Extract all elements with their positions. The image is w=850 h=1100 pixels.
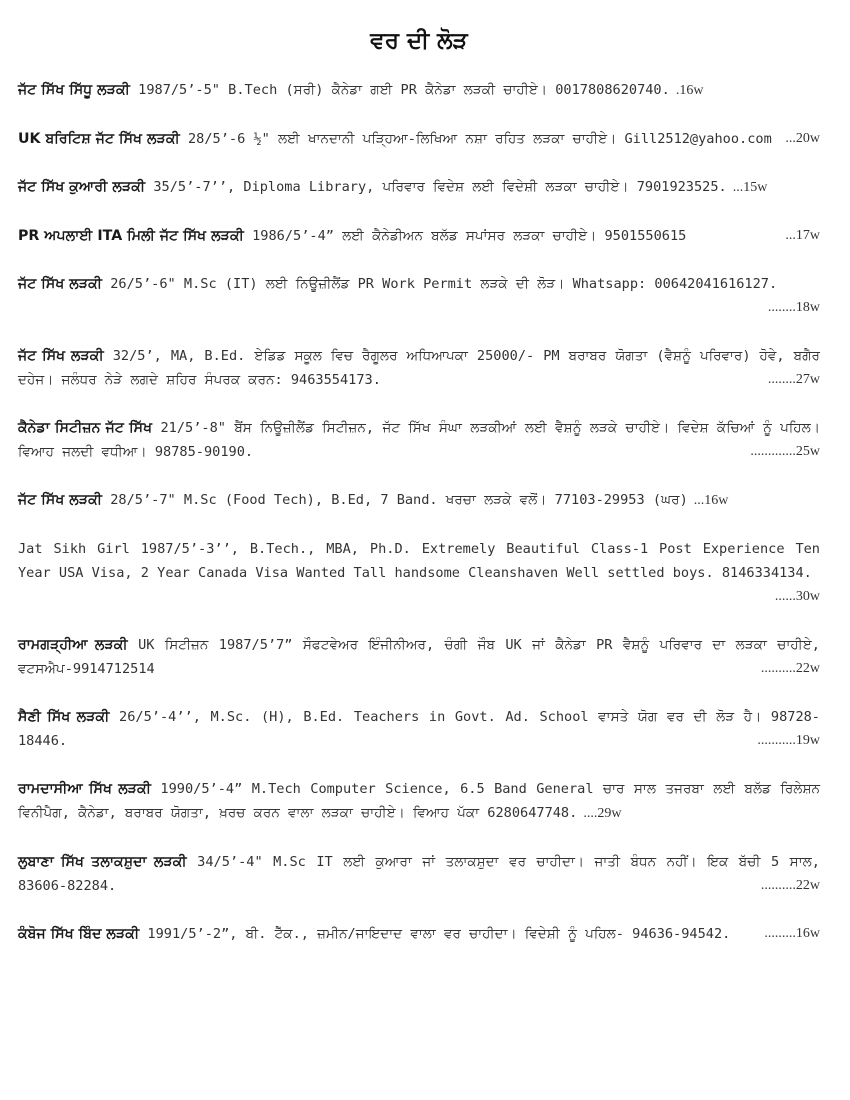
ad-body: Jat Sikh Girl 1987/5’-3’’, B.Tech., MBA, Ph.D. Extremely Beautiful Class-1 Post Experience Ten Year USA Visa, 2 Year Canada Visa Wanted Tall handsome Cleanshaven Well settled boys. 8146334134. xyxy=(18,541,820,581)
ad-lead: ਜੱਟ ਸਿੱਖ ਕੁਆਰੀ ਲੜਕੀ xyxy=(18,179,146,195)
ad-code: ...20w xyxy=(785,131,820,146)
ad-item xyxy=(18,127,820,151)
ad-code: .............25w xyxy=(750,444,820,459)
ad-lead: ਜੱਟ ਸਿੱਖ ਲੜਕੀ xyxy=(18,492,103,508)
ad-body: 1991/5’-2”, ਬੀ. ਟੈੱਕ., ਜ਼ਮੀਨ/ਜਾਇਦਾਦ ਵਾਲਾ ਵਰ ਚਾਹੀਦਾ। ਵਿਦੇਸ਼ੀ ਨੂੰ ਪਹਿਲ- 94636-94542. xyxy=(139,926,731,942)
ad-code: ...16w xyxy=(693,493,729,508)
ad-body: 28/5’-6 ½" ਲਈ ਖਾਨਦਾਨੀ ਪੜ੍ਹਿਆ-ਲਿਖਿਆ ਨਸ਼ਾ ਰਹਿਤ ਲੜਕਾ ਚਾਹੀਏ। Gill2512@yahoo.com xyxy=(179,131,772,147)
ad-body: 28/5’-7" M.Sc (Food Tech), B.Ed, 7 Band. ਖਰਚਾ ਲੜਕੇ ਵਲੋਂ। 77103-29953 (ਘਰ) xyxy=(102,492,688,508)
ad-item xyxy=(18,922,820,946)
ad-code: ...........19w xyxy=(757,733,820,748)
ad-body: UK ਸਿਟੀਜ਼ਨ 1987/5’7” ਸੌਫਟਵੇਅਰ ਇੰਜੀਨੀਅਰ, ਚੰਗੀ ਜੌਬ UK ਜਾਂ ਕੈਨੇਡਾ PR ਵੈਸ਼ਨੂੰ ਪਰਿਵਾਰ ਦਾ ਲੜਕਾ ਚਾਹੀਏ, ਵਟਸਐਪ-9914712514 xyxy=(18,637,820,677)
ad-lead: UK ਬਰਿਟਿਸ਼ ਜੱਟ ਸਿੱਖ ਲੜਕੀ xyxy=(18,131,180,147)
ad-code: ..........22w xyxy=(760,878,820,893)
ad-code: .16w xyxy=(675,83,704,98)
ad-lead: ਜੱਟ ਸਿੱਖ ਸਿੱਧੂ ਲੜਕੀ xyxy=(18,82,130,98)
ad-lead: ਸੈਣੀ ਸਿੱਖ ਲੜਕੀ xyxy=(18,709,110,725)
ad-item xyxy=(18,224,820,248)
ad-lead: ਕੈਨੇਡਾ ਸਿਟੀਜ਼ਨ ਜੱਟ ਸਿੱਖ xyxy=(18,420,153,436)
ad-item xyxy=(18,705,820,753)
ad-code: ...15w xyxy=(732,180,768,195)
ad-lead: ਰਾਮਦਾਸੀਆ ਸਿੱਖ ਲੜਕੀ xyxy=(18,781,151,797)
ad-body: 34/5’-4" M.Sc IT ਲਈ ਕੁਆਰਾ ਜਾਂ ਤਲਾਕਸ਼ੁਦਾ ਵਰ ਚਾਹੀਦਾ। ਜਾਤੀ ਬੰਧਨ ਨਹੀਂ। ਇਕ ਬੱਚੀ 5 ਸਾਲ, 83606-82284. xyxy=(18,854,820,894)
ad-item xyxy=(18,488,820,513)
ad-code: .........16w xyxy=(764,926,820,941)
ad-lead: ਜੱਟ ਸਿੱਖ ਲੜਕੀ xyxy=(18,276,103,292)
ad-item xyxy=(18,777,820,826)
ad-item xyxy=(18,537,820,609)
ad-lead: ਲੁਬਾਣਾ ਸਿੱਖ ਤਲਾਕਸ਼ੁਦਾ ਲੜਕੀ xyxy=(18,854,187,870)
ad-item xyxy=(18,633,820,681)
page-title: ਵਰ ਦੀ ਲੋੜ xyxy=(370,28,468,54)
ad-code: ....29w xyxy=(583,806,622,821)
matrimonial-ads-list xyxy=(18,78,820,946)
ad-lead: ਰਾਮਗੜ੍ਹੀਆ ਲੜਕੀ xyxy=(18,637,128,653)
ad-lead: ਕੰਬੋਜ ਸਿੱਖ ਬਿੰਦ ਲੜਕੀ xyxy=(18,926,140,942)
ad-body: 21/5’-8" ਬੈਂਸ ਨਿਊਜ਼ੀਲੈਂਡ ਸਿਟੀਜ਼ਨ, ਜੱਟ ਸਿੱਖ ਸੰਘਾ ਲੜਕੀਆਂ ਲਈ ਵੈਸ਼ਨੂੰ ਲੜਕੇ ਚਾਹੀਏ। ਵਿਦੇਸ਼ ਕੱਚਿਆਂ ਨੂੰ ਪਹਿਲ। ਵਿਆਹ ਜਲਦੀ ਵਧੀਆ। 98785-90190. xyxy=(18,420,821,460)
ad-body: 1986/5’-4” ਲਈ ਕੈਨੇਡੀਅਨ ਬਲੱਡ ਸਪਾਂਸਰ ਲੜਕਾ ਚਾਹੀਏ। 9501550615 xyxy=(243,228,687,244)
ad-body: 35/5’-7’’, Diploma Library, ਪਰਿਵਾਰ ਵਿਦੇਸ਼ ਲਈ ਵਿਦੇਸ਼ੀ ਲੜਕਾ ਚਾਹੀਏ। 7901923525. xyxy=(145,179,727,195)
ad-body: 32/5’, MA, B.Ed. ਏਡਿਡ ਸਕੂਲ ਵਿਚ ਰੈਗੂਲਰ ਅਧਿਆਪਕਾ 25000/- PM ਬਰਾਬਰ ਯੋਗਤਾ (ਵੈਸ਼ਨੂੰ ਪਰਿਵਾਰ) ਹੋਵੇ, ਬਗੈਰ ਦਹੇਜ। ਜਲੰਧਰ ਨੇੜੇ ਲਗਦੇ ਸ਼ਹਿਰ ਸੰਪਰਕ ਕਰਨ: 9463554173. xyxy=(18,348,820,388)
ad-code: ........18w xyxy=(767,300,820,315)
ad-lead: ਜੱਟ ਸਿੱਖ ਲੜਕੀ xyxy=(18,348,104,364)
ad-body: 1990/5’-4” M.Tech Computer Science, 6.5 Band General ਚਾਰ ਸਾਲ ਤਜਰਬਾ ਲਈ ਬਲੱਡ ਰਿਲੇਸ਼ਨ ਵਿਨੀਪੈਗ, ਕੈਨੇਡਾ, ਬਰਾਬਰ ਯੋਗਤਾ, ਖ਼ਰਚ ਕਰਨ ਵਾਲਾ ਲੜਕਾ ਚਾਹੀਏ। ਵਿਆਹ ਪੱਕਾ 6280647748. xyxy=(18,781,820,821)
ad-item xyxy=(18,272,820,320)
ad-code: ......30w xyxy=(774,589,820,604)
ad-body: 26/5’-4’’, M.Sc. (H), B.Ed. Teachers in Govt. Ad. School ਵਾਸਤੇ ਯੋਗ ਵਰ ਦੀ ਲੋੜ ਹੈ। 98728-18446. xyxy=(18,709,820,749)
ad-code: ...17w xyxy=(785,228,820,243)
ad-lead: PR ਅਪਲਾਈ ITA ਮਿਲੀ ਜੱਟ ਸਿੱਖ ਲੜਕੀ xyxy=(18,228,244,244)
ad-body: 26/5’-6" M.Sc (IT) ਲਈ ਨਿਊਜ਼ੀਲੈਂਡ PR Work Permit ਲੜਕੇ ਦੀ ਲੋੜ। Whatsapp: 00642041616127. xyxy=(102,276,778,292)
ad-item xyxy=(18,175,820,200)
ad-item xyxy=(18,416,820,464)
ad-body: 1987/5’-5" B.Tech (ਸਰੀ) ਕੈਨੇਡਾ ਗਈ PR ਕੈਨੇਡਾ ਲੜਕੀ ਚਾਹੀਏ। 0017808620740. xyxy=(129,82,670,98)
ad-code: ........27w xyxy=(767,372,820,387)
ad-code: ..........22w xyxy=(760,661,820,676)
ad-item xyxy=(18,344,820,392)
ad-item xyxy=(18,850,820,898)
ad-item xyxy=(18,78,820,103)
